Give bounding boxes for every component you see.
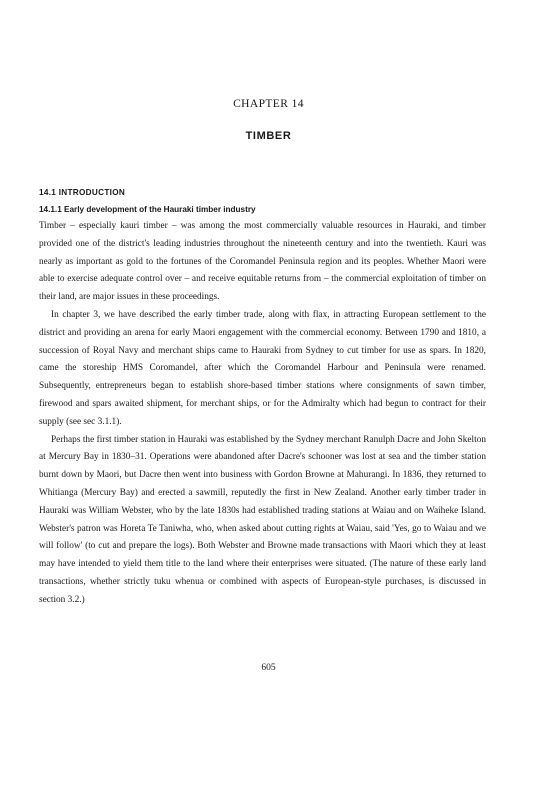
chapter-title: TIMBER	[245, 130, 292, 142]
body-text	[39, 187, 486, 610]
subsection-heading: 14.1.1 Early development of the Hauraki timber industry	[39, 205, 256, 214]
section-heading: 14.1 INTRODUCTION	[39, 188, 126, 197]
chapter-label: CHAPTER 14	[233, 98, 304, 110]
page-number: 605	[261, 663, 276, 673]
paragraph-3: Perhaps the first timber station in Hauraki was established by the Sydney merchant Ranulph Dacre and John Skelton at Mercury Bay in 1830–31. Operations were abandoned after Dacre's schooner was lost at sea and the timber station burnt down by Maori, but Dacre then went into business with Gordon Browne at Mahurangi. In 1836, they returned to Whitianga (Mercury Bay) and erected a sawmill, reputedly the first in New Zealand. Another early timber trader in Hauraki was William Webster, who by the late 1830s had established trading stations at Waiau and on Waiheke Island. Webster's patron was Horeta Te Taniwha, who, when asked about cutting rights at Waiau, said 'Yes, go to Waiau and we will follow' (to cut and prepare the logs). Both Webster and Browne made transactions with Maori which they at least may have intended to yield them title to the land where their enterprises were situated. (The nature of these early land transactions, whether strictly tuku whenua or combined with aspects of European-style purchases, is discussed in section 3.2.)	[39, 434, 486, 605]
paragraph-2: In chapter 3, we have described the early timber trade, along with flax, in attracting European settlement to the district and providing an arena for early Maori engagement with the commercial economy. Between 1790 and 1810, a succession of Royal Navy and merchant ships came to Hauraki from Sydney to cut timber for use as spars. In 1820, came the storeship HMS Coromandel, after which the Coromandel Harbour and Peninsula were renamed. Subsequently, entrepreneurs began to establish shore-based timber stations where consignments of sawn timber, firewood and spars awaited shipment, for merchant ships, or for the Admiralty which had begun to contract for their supply (see sec 3.1.1).	[39, 309, 486, 427]
paragraph-1: Timber – especially kauri timber – was among the most commercially valuable resources in Hauraki, and timber provided one of the district's leading industries throughout the nineteenth century and into the twentieth. Kauri was nearly as important as gold to the fortunes of the Coromandel Peninsula region and its peoples. Whether Maori were able to exercise adequate control over – and receive equitable returns from – the commercial exploitation of timber on their land, are major issues in these proceedings.	[39, 221, 486, 303]
